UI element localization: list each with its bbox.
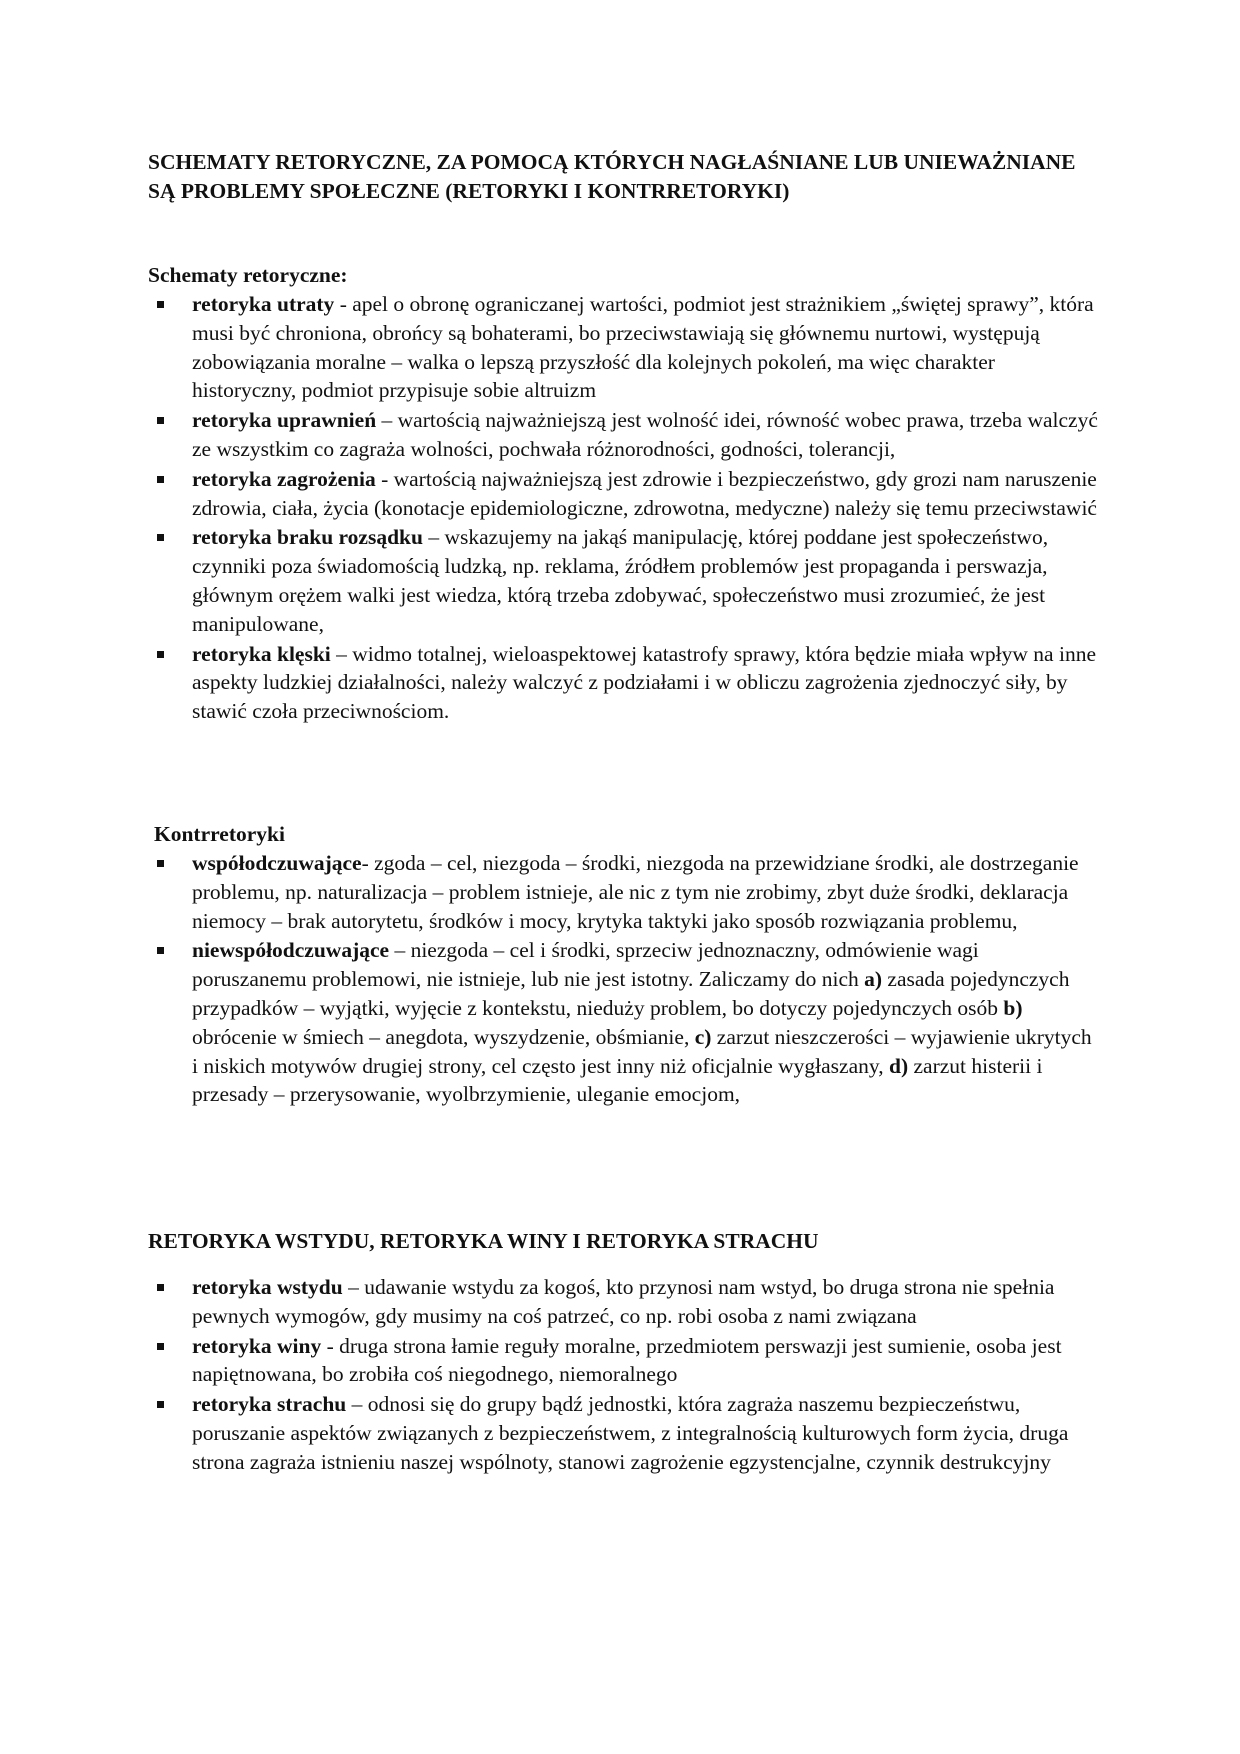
list-item <box>148 849 1098 935</box>
term: retoryka winy <box>192 1333 322 1358</box>
definition: – wartością najważniejszą jest wolność idei, równość wobec prawa, trzeba walczyć ze wszystkim co zagraża wolności, pochwała różnorodności, godności, tolerancji, <box>192 408 1098 461</box>
bullet-icon <box>157 301 164 308</box>
list-item <box>148 1390 1098 1476</box>
definition: - apel o obronę ograniczanej wartości, podmiot jest strażnikiem „świętej sprawy”, która musi być chroniona, obrońcy są bohaterami, bo przeciwstawiają się głównemu nurtowi, występują zobowiązania moralne – walka o lepszą przyszłość dla kolejnych pokoleń, ma więc charakter historyczny, podmiot przypisuje sobie altruizm <box>192 292 1094 403</box>
term: retoryka braku rozsądku <box>192 525 423 550</box>
list-marker: a) <box>864 967 883 992</box>
list-marker: c) <box>694 1024 712 1049</box>
bullet-list <box>148 849 1098 1109</box>
bullet-list <box>148 1273 1098 1477</box>
list-marker: d) <box>889 1053 909 1078</box>
bullet-icon <box>157 860 164 867</box>
bullet-icon <box>157 651 164 658</box>
bullet-icon <box>157 534 164 541</box>
list-item <box>148 523 1098 638</box>
definition: – udawanie wstydu za kogoś, kto przynosi nam wstyd, bo druga strona nie spełnia pewnych wymogów, gdy musimy na coś patrzeć, co np. robi osoba z nami związana <box>192 1275 1055 1328</box>
list-item <box>148 640 1098 726</box>
document-title-block <box>148 148 1098 206</box>
term: retoryka wstydu <box>192 1275 343 1299</box>
term: współodczuwające <box>192 851 362 875</box>
definition: - zgoda – cel, niezgoda – środki, niezgoda na przewidziane środki, ale dostrzeganie problemu, np. naturalizacja – problem istnieje, ale nic z tym nie zrobimy, zbyt duże środki, deklaracja niemocy – brak autorytetu, środków i mocy, krytyka taktyki jako sposób rozwiązania problemu, <box>192 851 1079 933</box>
section-heading: Kontrretoryki <box>154 822 285 846</box>
list-marker: b) <box>1003 995 1023 1020</box>
section-heading: Schematy retoryczne: <box>148 263 348 287</box>
definition-part: – niezgoda – cel i środki, sprzeciw jednoznaczny, odmówienie wagi poruszanemu problemowi, nie istnieje, lub nie jest istotny. Zaliczamy do nich <box>192 938 979 992</box>
list-item <box>148 465 1098 523</box>
definition-part: zarzut histerii i przesady – przerysowanie, wyolbrzymienie, uleganie emocjom, <box>192 1053 1043 1107</box>
term: retoryka klęski <box>192 641 331 666</box>
definition-part: zarzut nieszczerości – wyjawienie ukrytych i niskich motywów drugiej strony, cel często jest inny niż oficjalnie wygłaszany, <box>192 1024 1092 1078</box>
bullet-icon <box>157 1401 164 1408</box>
bullet-icon <box>157 1343 164 1350</box>
definition: – wskazujemy na jakąś manipulację, której poddane jest społeczeństwo, czynniki poza świadomością ludzką, np. reklama, źródłem problemów jest propaganda i perswazja, głównym orężem walki jest wiedza, którą trzeba zdobywać, społeczeństwo musi zrozumieć, że jest manipulowane, <box>192 525 1049 636</box>
bullet-icon <box>157 417 164 424</box>
bullet-list <box>148 290 1098 726</box>
term: retoryka zagrożenia <box>192 466 376 491</box>
term: retoryka utraty <box>192 292 335 316</box>
definition: - wartością najważniejszą jest zdrowie i bezpieczeństwo, gdy grozi nam naruszenie zdrowia, ciała, życia (konotacje epidemiologiczne, zdrowotna, medyczne) należy się temu przeciwstawić <box>192 466 1097 520</box>
document-title: SCHEMATY RETORYCZNE, ZA POMOCĄ KTÓRYCH NAGŁAŚNIANE LUB UNIEWAŻNIANE SĄ PROBLEMY SPOŁECZNE (RETORYKI I KONTRRETORYKI) <box>148 150 1076 203</box>
section-counter-rhetorics <box>148 820 1098 1110</box>
term: retoryka uprawnień <box>192 408 377 433</box>
list-item <box>148 290 1098 405</box>
bullet-icon <box>157 947 164 954</box>
list-item <box>148 406 1098 464</box>
section-rhetorical-schemes <box>148 261 1098 727</box>
definition: - druga strona łamie reguły moralne, przedmiotem perswazji jest sumienie, osoba jest napiętnowana, bo zrobiła coś niegodnego, niemoralnego <box>192 1333 1062 1387</box>
definition-part: zasada pojedynczych przypadków – wyjątki, wyjęcie z kontekstu, nieduży problem, bo dotyczy pojedynczych osób <box>192 967 1070 1020</box>
definition-part: obrócenie w śmiech – anegdota, wyszydzenie, obśmianie, <box>192 1024 695 1049</box>
section-heading: RETORYKA WSTYDU, RETORYKA WINY I RETORYKA STRACHU <box>148 1229 819 1253</box>
term: retoryka strachu <box>192 1392 347 1417</box>
definition: – odnosi się do grupy bądź jednostki, która zagraża naszemu bezpieczeństwu, poruszanie aspektów związanych z bezpieczeństwem, z integralnością kulturowych form życia, druga strona zagraża istnieniu naszej wspólnoty, stanowi zagrożenie egzystencjalne, czynnik destrukcyjny <box>192 1392 1069 1474</box>
bullet-icon <box>157 476 164 483</box>
section-shame-guilt-fear <box>148 1227 1098 1478</box>
list-item <box>148 1273 1098 1331</box>
bullet-icon <box>157 1284 164 1291</box>
list-item <box>148 1332 1098 1390</box>
definition: – widmo totalnej, wieloaspektowej katastrofy sprawy, która będzie miała wpływ na inne aspekty ludzkiej działalności, należy walczyć z podziałami i w obliczu zagrożenia zjednoczyć siły, by stawić czoła przeciwnościom. <box>192 641 1096 724</box>
term: niewspółodczuwające <box>192 938 390 963</box>
list-item <box>148 936 1098 1109</box>
